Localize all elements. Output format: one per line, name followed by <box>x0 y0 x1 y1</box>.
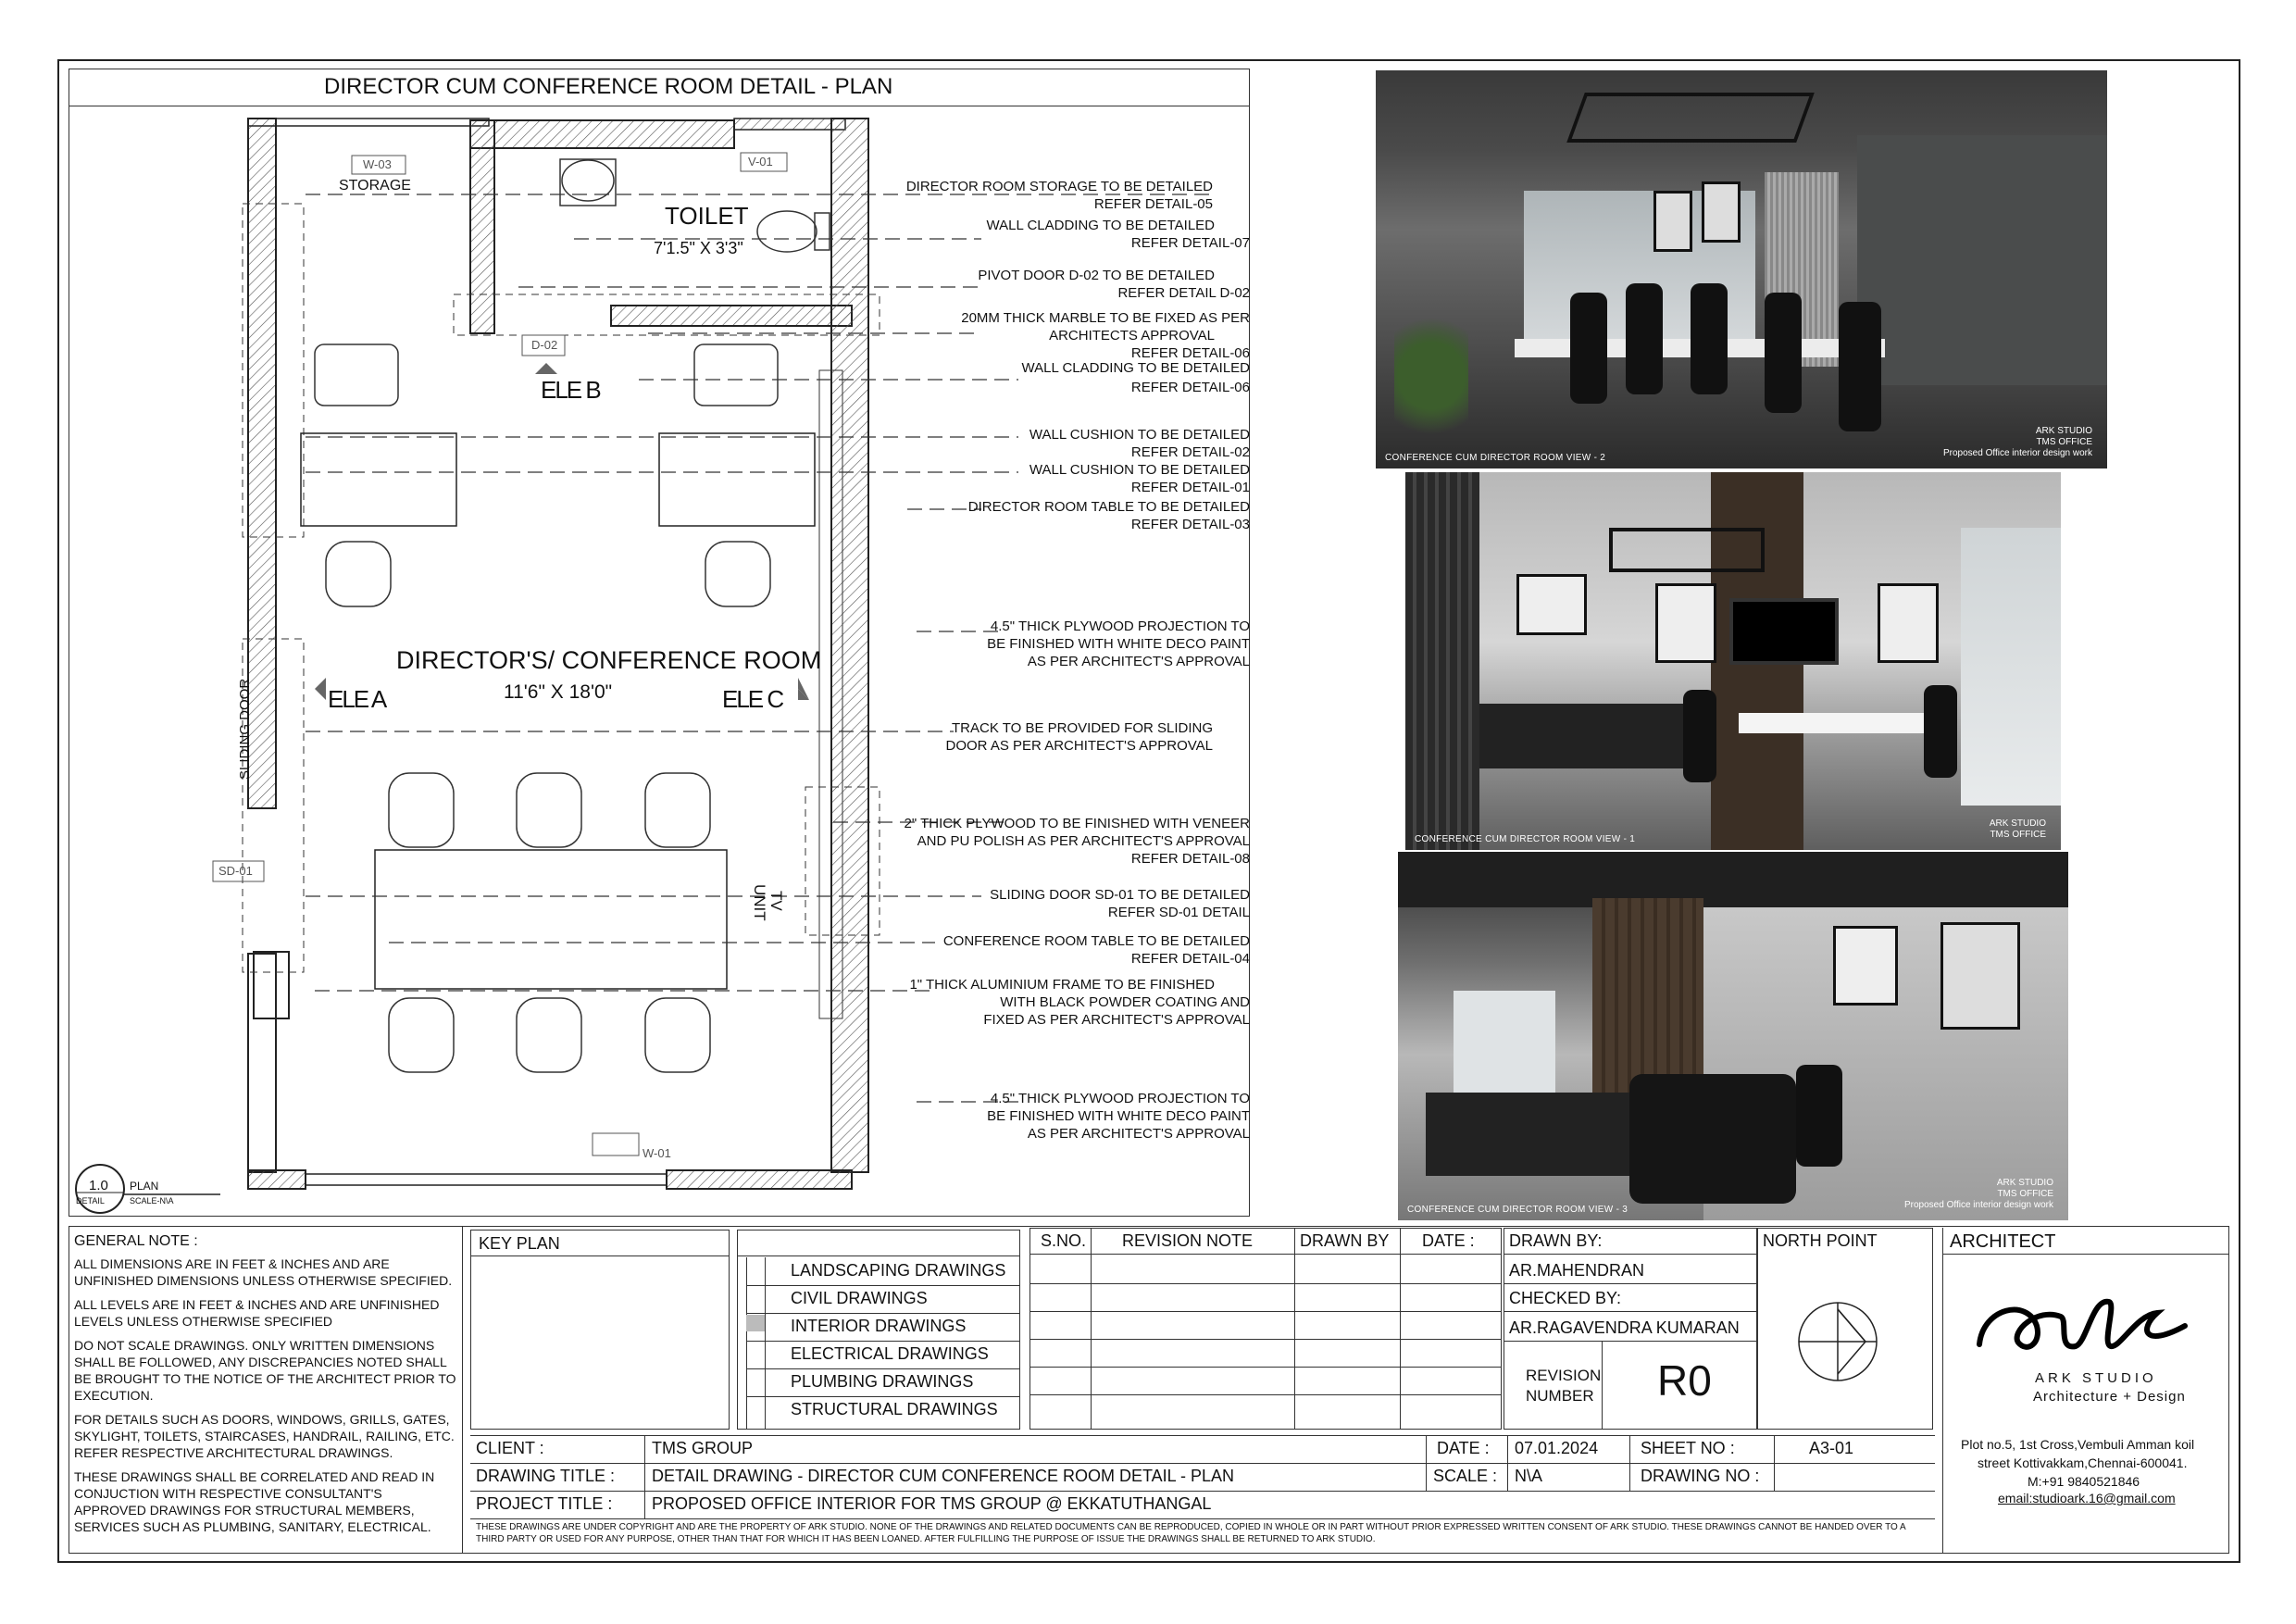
callout-sliding-track: TRACK TO BE PROVIDED FOR SLIDING DOOR AS PER ARCHITECT'S APPROVAL <box>945 720 1213 754</box>
door-tag-sd01: SD-01 <box>218 864 253 878</box>
callout-storage: DIRECTOR ROOM STORAGE TO BE DETAILED REFER DETAIL-05 <box>905 179 1213 212</box>
render-watermark: ARK STUDIO TMS OFFICE Proposed Office interior design work <box>1903 1178 2053 1210</box>
sliding-door-label: SLIDING DOOR <box>237 678 253 780</box>
callout-pivot-door: PIVOT DOOR D-02 TO BE DETAILED REFER DETAIL D-02 <box>978 268 1250 301</box>
rev-col-drawn-by: DRAWN BY <box>1300 1231 1390 1250</box>
checked-by-value: AR.RAGAVENDRA KUMARAN <box>1509 1318 1740 1337</box>
elevation-c-label: ELE C <box>722 685 783 713</box>
callout-director-table: DIRECTOR ROOM TABLE TO BE DETAILED REFER DETAIL-03 <box>967 499 1250 532</box>
general-note-item: DO NOT SCALE DRAWINGS. ONLY WRITTEN DIMENSIONS SHALL BE FOLLOWED, ANY DISCREPANCIES NOTED SHALL BE BROUGHT TO THE NOTICE OF THE ARCHITECT PRIOR TO EXECUTION. <box>74 1338 456 1403</box>
drawn-by-label: DRAWN BY: <box>1509 1231 1603 1250</box>
room-name: DIRECTOR'S/ CONFERENCE ROOM <box>396 646 822 674</box>
callout-conference-table: CONFERENCE ROOM TABLE TO BE DETAILED REFER DETAIL-04 <box>942 933 1250 967</box>
toilet-label: TOILET <box>665 202 749 230</box>
plan-header: DIRECTOR CUM CONFERENCE ROOM DETAIL - PLAN <box>324 74 893 99</box>
architect-address-2: street Kottivakkam,Chennai-600041. <box>1978 1455 2188 1470</box>
rev-col-date: DATE : <box>1422 1231 1475 1250</box>
copyright-notice: THESE DRAWINGS ARE UNDER COPYRIGHT AND ARE THE PROPERTY OF ARK STUDIO. NONE OF THE DRAWINGS AND RELATED DOCUMENTS CAN BE REPRODUCED, COPIED IN WHOLE OR IN PART WITHOUT PRIOR EXPRESSED WRITTEN CONSENT OF ARK STUDIO. THESE DRAWINGS CANNOT BE HANDED OVER TO A THIRD PARTY OR USED FOR ANY PURPOSE, OTHER THAN THAT FOR WHICH IT HAS BEEN LOANED. AFTER FULFILLING THE PURPOSE OF ISSUE THE DRAWINGS SHALL BE RETURNED TO ARK STUDIO. <box>476 1522 1906 1544</box>
sheet-no-label: SHEET NO : <box>1641 1439 1735 1457</box>
tv-unit-label-2: UNIT <box>751 884 768 921</box>
callout-marble: 20MM THICK MARBLE TO BE FIXED AS PER ARCHITECTS APPROVAL REFER DETAIL-06 <box>961 310 1250 361</box>
general-note-item: ALL LEVELS ARE IN FEET & INCHES AND ARE UNFINISHED LEVELS UNLESS OTHERWISE SPECIFIED <box>74 1297 440 1329</box>
drawing-type-structural: STRUCTURAL DRAWINGS <box>791 1400 998 1418</box>
render-watermark: ARK STUDIO TMS OFFICE <box>1989 818 2046 840</box>
rev-col-note: REVISION NOTE <box>1122 1231 1254 1250</box>
general-note <box>69 1226 463 1554</box>
rev-col-sno: S.NO. <box>1041 1231 1087 1250</box>
door-tag-d02: D-02 <box>531 338 558 352</box>
callout-wall-cushion-02: WALL CUSHION TO BE DETAILED REFER DETAIL-02 <box>1029 427 1250 460</box>
drawing-type-civil: CIVIL DRAWINGS <box>791 1289 928 1307</box>
architect-phone: M:+91 9840521846 <box>2028 1474 2140 1489</box>
detail-label: DETAIL <box>76 1196 105 1206</box>
drawing-title-value: DETAIL DRAWING - DIRECTOR CUM CONFERENCE ROOM DETAIL - PLAN <box>652 1467 1235 1485</box>
render-view-1 <box>1405 472 2061 850</box>
callout-wall-cushion-01: WALL CUSHION TO BE DETAILED REFER DETAIL-01 <box>1029 462 1250 495</box>
client-label: CLIENT : <box>476 1439 544 1457</box>
north-point-label: NORTH POINT <box>1763 1231 1878 1250</box>
drawing-type-interior: INTERIOR DRAWINGS <box>791 1317 967 1335</box>
date-label: DATE : <box>1437 1439 1490 1457</box>
architect-logo-tag: Architecture + Design <box>2033 1389 2186 1405</box>
revision-table <box>1029 1228 1502 1430</box>
scale-value: N\A <box>1515 1467 1543 1485</box>
sheet-no-value: A3-01 <box>1809 1439 1854 1457</box>
general-note-title: GENERAL NOTE : <box>74 1233 198 1249</box>
date-value: 07.01.2024 <box>1515 1439 1599 1457</box>
callout-plywood-projection-1: 4.5" THICK PLYWOOD PROJECTION TO BE FINISHED WITH WHITE DECO PAINT AS PER ARCHITECT'S APPROVAL <box>987 618 1250 669</box>
plan-label: PLAN <box>130 1180 159 1193</box>
architect-address-1: Plot no.5, 1st Cross,Vembuli Amman koil <box>1961 1437 2195 1452</box>
project-title-label: PROJECT TITLE : <box>476 1494 613 1513</box>
render-view-2 <box>1376 70 2107 468</box>
architect-label: ARCHITECT <box>1950 1231 2056 1252</box>
callout-wall-cladding-06: WALL CLADDING TO BE DETAILED REFER DETAIL-06 <box>1021 360 1250 395</box>
key-plan-label: KEY PLAN <box>471 1230 729 1256</box>
elevation-b-label: ELE B <box>541 376 600 404</box>
render-caption: CONFERENCE CUM DIRECTOR ROOM VIEW - 1 <box>1415 834 1636 844</box>
callout-plywood-projection-2: 4.5" THICK PLYWOOD PROJECTION TO BE FINISHED WITH WHITE DECO PAINT AS PER ARCHITECT'S APPROVAL <box>987 1091 1250 1142</box>
plan-number: 1.0 <box>89 1178 108 1193</box>
drawing-type-plumbing: PLUMBING DRAWINGS <box>791 1372 974 1391</box>
revision-label-1: REVISION <box>1526 1367 1602 1384</box>
revision-number: R0 <box>1657 1356 1712 1405</box>
storage-label: STORAGE <box>339 178 411 194</box>
toilet-size: 7'1.5" X 3'3" <box>654 239 743 257</box>
architect-email: email:studioark.16@gmail.com <box>1998 1491 2176 1505</box>
client-value: TMS GROUP <box>652 1439 754 1457</box>
checked-by-label: CHECKED BY: <box>1509 1289 1622 1307</box>
general-note-item: FOR DETAILS SUCH AS DOORS, WINDOWS, GRILLS, GATES, SKYLIGHT, TOILETS, STAIRCASES, HANDRAIL, RAILING, ETC. REFER RESPECTIVE ARCHITECTURAL DRAWINGS. <box>74 1412 455 1460</box>
tv-unit-label-1: TV <box>767 891 785 911</box>
render-caption: CONFERENCE CUM DIRECTOR ROOM VIEW - 2 <box>1385 453 1606 463</box>
render-view-3 <box>1398 852 2068 1220</box>
callout-veneer: 2" THICK PLYWOOD TO BE FINISHED WITH VENEER AND PU POLISH AS PER ARCHITECT'S APPROVAL REFER DETAIL-08 <box>904 816 1250 867</box>
drawing-title-label: DRAWING TITLE : <box>476 1467 616 1485</box>
callout-sliding-door: SLIDING DOOR SD-01 TO BE DETAILED REFER SD-01 DETAIL <box>990 887 1250 920</box>
callout-aluminium-frame: 1" THICK ALUMINIUM FRAME TO BE FINISHED WITH BLACK POWDER COATING AND FIXED AS PER ARCHITECT'S APPROVAL <box>909 977 1250 1028</box>
callout-wall-cladding-07: WALL CLADDING TO BE DETAILED REFER DETAIL-07 <box>986 218 1250 251</box>
key-plan-box <box>470 1230 730 1430</box>
north-arrow-icon <box>1796 1300 1879 1383</box>
drawing-type-landscaping: LANDSCAPING DRAWINGS <box>791 1261 1006 1280</box>
general-note-item: THESE DRAWINGS SHALL BE CORRELATED AND READ IN CONJUCTION WITH RESPECTIVE CONSULTANT'S APPROVED DRAWINGS FOR STRUCTURAL MEMBERS, SERVICES SUCH AS PLUMBING, SANITARY, ELECTRICAL. <box>74 1469 435 1534</box>
architect-logo-sub: ARK STUDIO <box>2035 1370 2157 1386</box>
room-size: 11'6" X 18'0" <box>504 681 613 703</box>
vent-tag-v01: V-01 <box>748 155 773 169</box>
drawing-type-electrical: ELECTRICAL DRAWINGS <box>791 1344 989 1363</box>
elevation-a-label: ELE A <box>328 685 386 713</box>
window-tag-w03: W-03 <box>363 157 392 171</box>
general-note-item: ALL DIMENSIONS ARE IN FEET & INCHES AND ARE UNFINISHED DIMENSIONS UNLESS OTHERWISE SPECIFIED. <box>74 1256 453 1288</box>
project-title-value: PROPOSED OFFICE INTERIOR FOR TMS GROUP @ EKKATUTHANGAL <box>652 1494 1212 1513</box>
scale-label: SCALE-N\A <box>130 1196 174 1206</box>
render-watermark: ARK STUDIO TMS OFFICE Proposed Office interior design work <box>1942 426 2092 458</box>
scale-label-tb: SCALE : <box>1433 1467 1498 1485</box>
drawn-by-value: AR.MAHENDRAN <box>1509 1261 1645 1280</box>
drawing-no-label: DRAWING NO : <box>1641 1467 1760 1485</box>
ark-studio-logo <box>1972 1289 2194 1363</box>
revision-label-2: NUMBER <box>1526 1387 1594 1405</box>
render-caption: CONFERENCE CUM DIRECTOR ROOM VIEW - 3 <box>1407 1205 1628 1215</box>
window-tag-w01: W-01 <box>643 1146 671 1160</box>
